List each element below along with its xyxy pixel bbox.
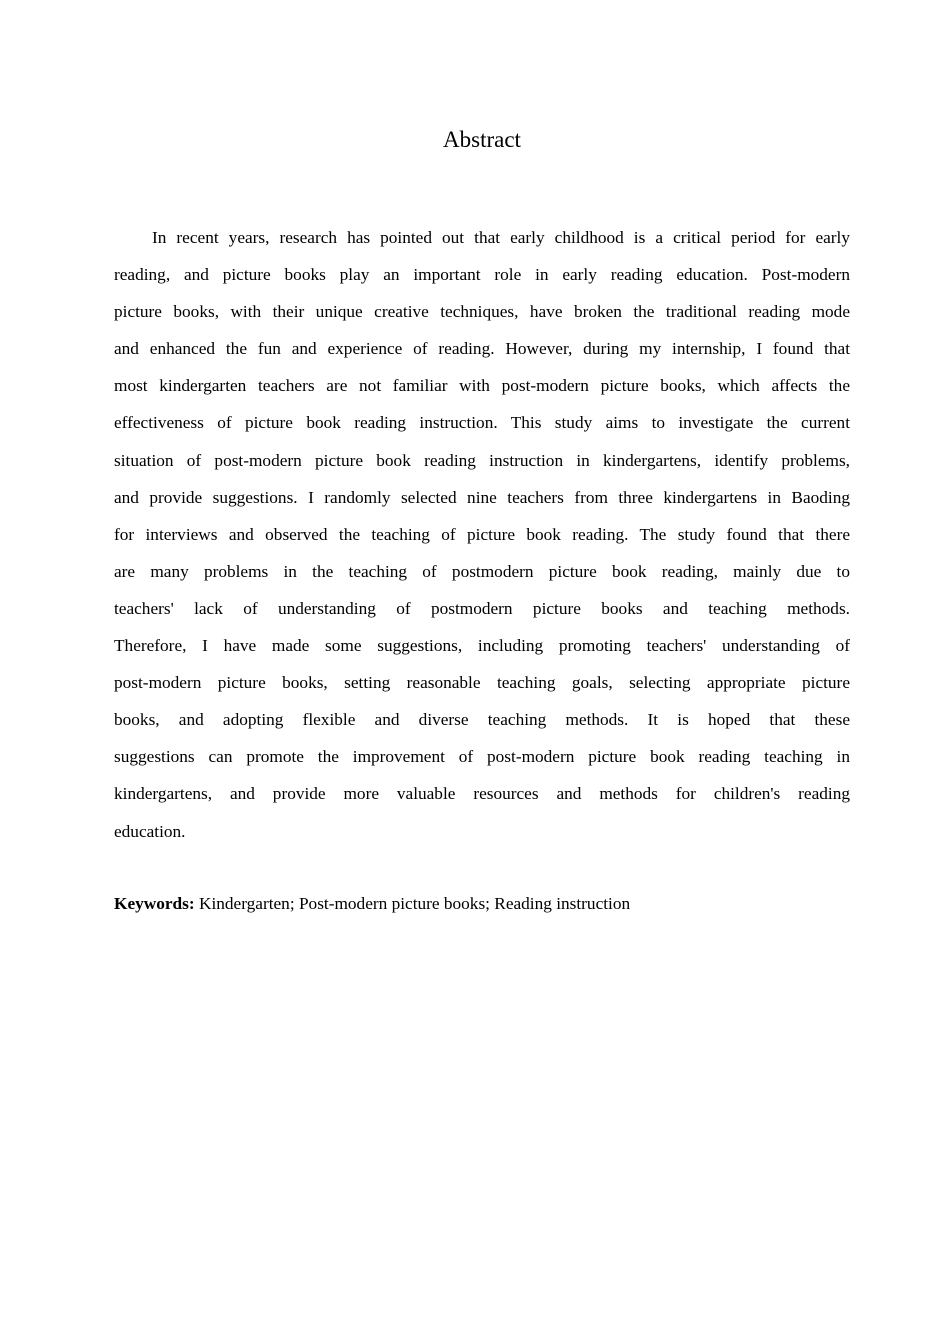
abstract-title: Abstract bbox=[443, 127, 521, 152]
abstract-line: books, and adopting flexible and diverse teaching methods. It is hoped that these bbox=[114, 710, 850, 730]
keywords-value: Kindergarten; Post-modern picture books; Reading instruction bbox=[198, 894, 631, 913]
abstract-line: reading, and picture books play an important role in early reading education. Post-modern bbox=[114, 265, 850, 285]
abstract-line: In recent years, research has pointed out that early childhood is a critical period for early bbox=[152, 228, 850, 247]
abstract-line: picture books, with their unique creative techniques, have broken the traditional reading mode bbox=[114, 302, 850, 322]
keywords-line bbox=[114, 888, 850, 920]
abstract-line: are many problems in the teaching of postmodern picture book reading, mainly due to bbox=[114, 561, 850, 581]
abstract-line: suggestions can promote the improvement of post-modern picture book reading teaching in bbox=[114, 747, 850, 767]
abstract-line: for interviews and observed the teaching of picture book reading. The study found that there bbox=[114, 524, 850, 544]
abstract-line: education. bbox=[114, 821, 186, 841]
abstract-line: most kindergarten teachers are not familiar with post-modern picture books, which affects the bbox=[114, 376, 850, 396]
abstract-line: effectiveness of picture book reading instruction. This study aims to investigate the current bbox=[114, 413, 850, 433]
abstract-line: Therefore, I have made some suggestions, including promoting teachers' understanding of bbox=[114, 636, 850, 656]
abstract-line: and enhanced the fun and experience of reading. However, during my internship, I found that bbox=[114, 339, 850, 359]
abstract-line: situation of post-modern picture book reading instruction in kindergartens, identify problems, bbox=[114, 450, 850, 470]
abstract-line: kindergartens, and provide more valuable resources and methods for children's reading bbox=[114, 784, 850, 804]
keywords-label: Keywords: bbox=[114, 894, 195, 913]
abstract-line: post-modern picture books, setting reasonable teaching goals, selecting appropriate picture bbox=[114, 673, 850, 693]
abstract-line: teachers' lack of understanding of postmodern picture books and teaching methods. bbox=[114, 598, 850, 618]
abstract-line: and provide suggestions. I randomly selected nine teachers from three kindergartens in Baoding bbox=[114, 487, 850, 507]
abstract-paragraph bbox=[114, 219, 850, 850]
